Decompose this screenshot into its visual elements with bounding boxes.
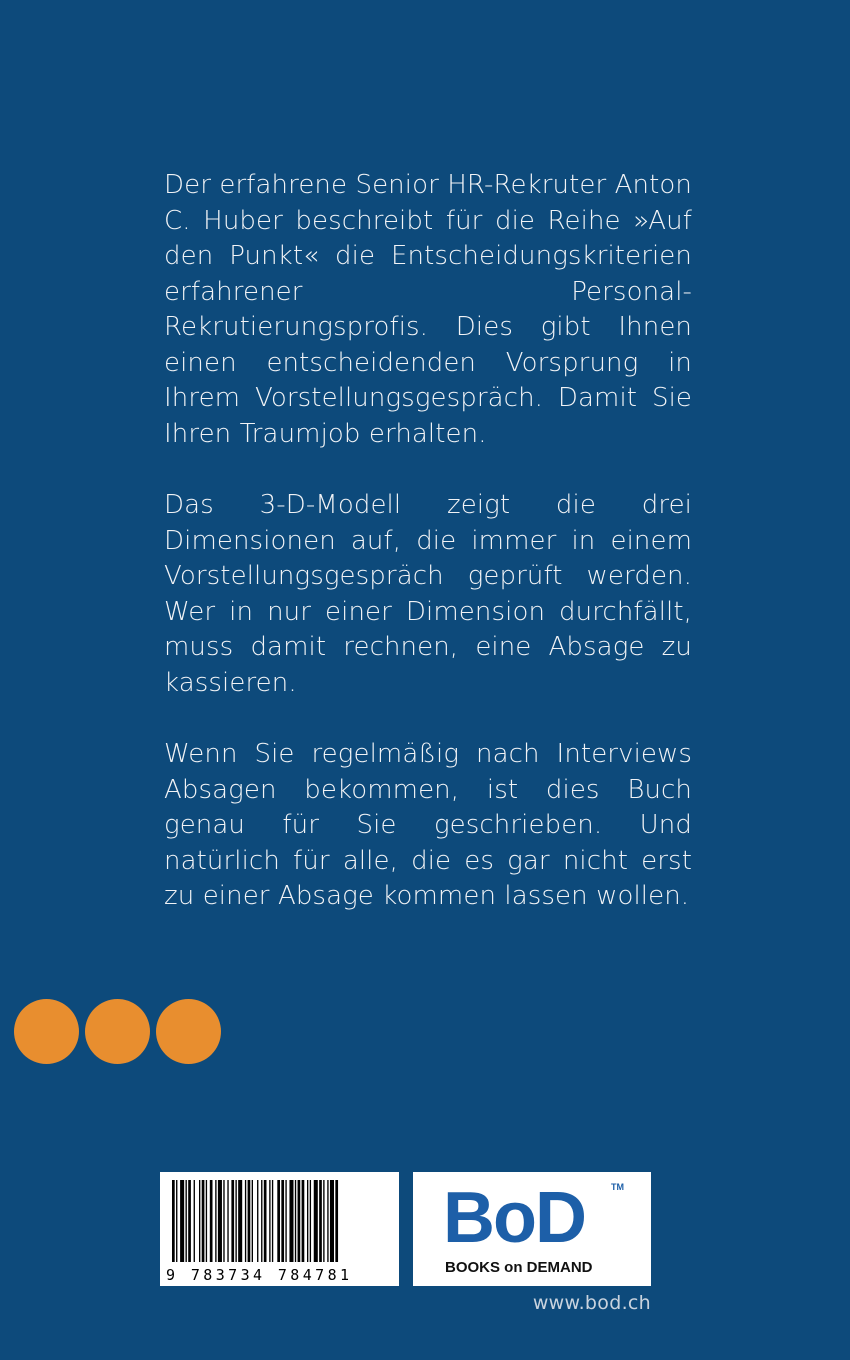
barcode-bar — [264, 1180, 267, 1262]
blurb-paragraph-3: Wenn Sie regelmäßig nach Interviews Absagen bekommen, ist dies Buch genau für Sie geschrieben. Und natürlich für alle, die es gar nicht erst zu einer Absage kommen lassen wollen. — [164, 739, 692, 911]
barcode-bar — [227, 1180, 228, 1262]
barcode-bar — [272, 1180, 273, 1262]
orange-dot-3 — [156, 999, 221, 1064]
barcode-bar — [269, 1180, 270, 1262]
barcode-panel — [160, 1172, 399, 1286]
isbn-number: 9 783734 784781 — [166, 1266, 353, 1284]
barcode-bar — [281, 1180, 284, 1262]
orange-dot-1 — [14, 999, 79, 1064]
barcode-bar — [295, 1180, 296, 1262]
publisher-website: www.bod.ch — [532, 1292, 651, 1314]
barcode-bar — [289, 1180, 293, 1262]
barcode-bar — [323, 1180, 324, 1262]
barcode-bar — [215, 1180, 216, 1262]
barcode-bar — [261, 1180, 262, 1262]
barcode-bar — [330, 1180, 334, 1262]
barcode-bar — [285, 1180, 286, 1262]
barcode-bar — [206, 1180, 207, 1262]
barcode-bar — [257, 1180, 258, 1262]
barcode-bar — [180, 1180, 184, 1262]
bod-logo: BoD — [443, 1178, 585, 1258]
barcode-bar — [176, 1180, 177, 1262]
blurb-paragraph-1: Der erfahrene Senior HR-Rekruter Anton C. Huber beschreibt für die Reihe »Auf den Punkt« die Entscheidungskriterien erfahrener Personal-Rekrutierungsprofis. Dies gibt Ihnen einen entscheidenden Vorsprung in Ihrem Vorstellungsgespräch. Damit Sie Ihren Traumjob erhalten. — [164, 170, 692, 449]
barcode-bar — [307, 1180, 308, 1262]
barcode-bar — [210, 1180, 213, 1262]
barcode-bar — [319, 1180, 322, 1262]
decorative-dots — [14, 999, 221, 1064]
barcode-bar — [248, 1180, 251, 1262]
barcode-bar — [194, 1180, 195, 1262]
barcode-bar — [335, 1180, 338, 1262]
publisher-logo-panel — [413, 1172, 651, 1286]
publisher-tagline: BOOKS on DEMAND — [445, 1259, 593, 1276]
barcode-bar — [277, 1180, 280, 1262]
barcode-bar — [245, 1180, 246, 1262]
barcode-bar — [252, 1180, 253, 1262]
barcode-bar — [238, 1180, 242, 1262]
blurb-paragraph-2: Das 3-D-Modell zeigt die drei Dimensionen auf, die immer in einem Vorstellungsgespräch geprüft werden. Wer in nur einer Dimension durchfällt, muss damit rechnen, eine Absage zu kassieren. — [164, 490, 692, 698]
orange-dot-2 — [85, 999, 150, 1064]
barcode-image — [172, 1180, 387, 1262]
barcode-bar — [223, 1180, 224, 1262]
barcode-bar — [310, 1180, 311, 1262]
barcode-bar — [314, 1180, 318, 1262]
barcode-bar — [218, 1180, 222, 1262]
barcode-bar — [302, 1180, 305, 1262]
barcode-bar — [327, 1180, 328, 1262]
barcode-bar — [202, 1180, 205, 1262]
cover-blurb — [164, 168, 692, 951]
barcode-bar — [188, 1180, 191, 1262]
barcode-bar — [231, 1180, 234, 1262]
barcode-bar — [235, 1180, 236, 1262]
barcode-bar — [199, 1180, 200, 1262]
trademark-mark: TM — [611, 1182, 624, 1192]
barcode-bar — [172, 1180, 175, 1262]
barcode-bar — [298, 1180, 301, 1262]
barcode-bar — [186, 1180, 187, 1262]
